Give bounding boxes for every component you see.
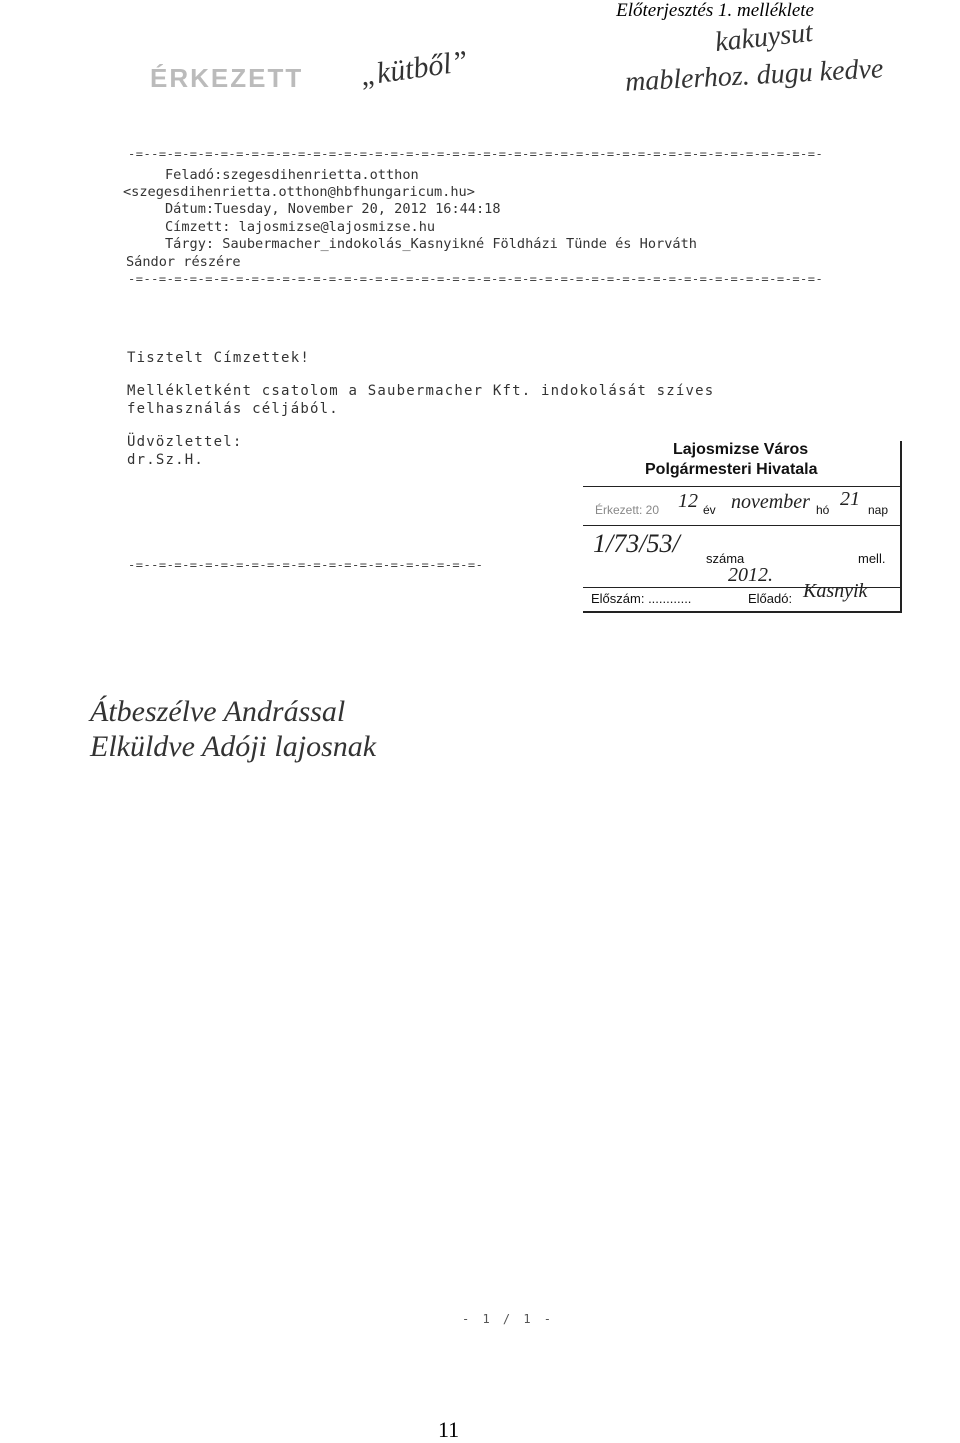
stamp-title-1: Lajosmizse Város [673,441,809,458]
stamp-received-label: Érkezett: 20 [595,503,660,517]
email-subject-line-1: Tárgy: Saubermacher_indokolás_Kasnyikné Földházi Tünde és Horváth [165,236,697,252]
attachment-annotation: Előterjesztés 1. melléklete [616,0,814,21]
stamp-mell-label: mell. [858,551,886,566]
stamp-day-handwritten: 21 [840,488,860,510]
email-from-line-1: Feladó:szegesdihenrietta.otthon [165,167,419,183]
handwritten-note-bottom-2: Elküldve Adóji lajosnak [90,730,377,763]
body-separator: -=--=-=-=-=-=-=-=-=-=-=-=-=-=-=-=-=-=-=-=-=-=- [128,558,484,572]
email-signature: dr.Sz.H. [127,452,205,468]
handwritten-note-bottom-1: Átbeszélve Andrással [90,695,346,728]
stamp-year-full-handwritten: 2012. [728,564,773,586]
email-from-line-2: <szegesdihenrietta.otthon@hbfhungaricum.hu> [123,184,475,200]
email-body-line-2: felhasználás céljából. [127,401,339,417]
stamp-eloado-handwritten: Kasnyik [803,580,868,602]
email-date: Dátum:Tuesday, November 20, 2012 16:44:18 [165,201,501,217]
stamp-ev-label: év [703,503,716,517]
stamp-eloado-label: Előadó: [748,591,793,606]
stamp-number-handwritten: 1/73/53/ [593,529,680,558]
handwritten-quote: „kütből” [358,44,471,93]
registration-stamp [583,441,902,613]
header-separator-bottom: -=--=-=-=-=-=-=-=-=-=-=-=-=-=-=-=-=-=-=-=-=-=-=-=-=-=-=-=-=-=-=-=-=-=-=-=-=-=-=-=-=-=-=-=- [128,272,824,286]
handwritten-note-top-1: kakuysut [713,16,815,59]
stamp-eloszam-label: Előszám: ............ [591,591,692,606]
email-to: Címzett: lajosmizse@lajosmizse.hu [165,219,436,235]
email-greeting: Tisztelt Címzettek! [127,350,310,366]
stamp-szama-label: száma [706,551,745,566]
page-number: 11 [438,1417,460,1442]
header-separator-top: -=--=-=-=-=-=-=-=-=-=-=-=-=-=-=-=-=-=-=-=-=-=-=-=-=-=-=-=-=-=-=-=-=-=-=-=-=-=-=-=-=-=-=-=- [128,147,824,161]
faded-received-header: ÉRKEZETT [150,63,304,93]
email-subject-line-2: Sándor részére [126,254,241,270]
stamp-divider-2 [583,525,900,526]
stamp-year-handwritten: 12 [678,490,698,512]
email-body-line-1: Mellékletként csatolom a Saubermacher Kft. indokolását szíves [127,383,715,399]
stamp-title-2: Polgármesteri Hivatala [645,461,818,478]
email-closing: Üdvözlettel: [127,434,243,450]
page-indicator: - 1 / 1 - [462,1312,555,1326]
stamp-ho-label: hó [816,503,830,517]
stamp-divider-1 [583,486,900,487]
stamp-month-handwritten: november [731,491,810,513]
handwritten-note-top-2: mablerhoz. dugu kedve [624,53,885,98]
stamp-nap-label: nap [868,503,889,517]
